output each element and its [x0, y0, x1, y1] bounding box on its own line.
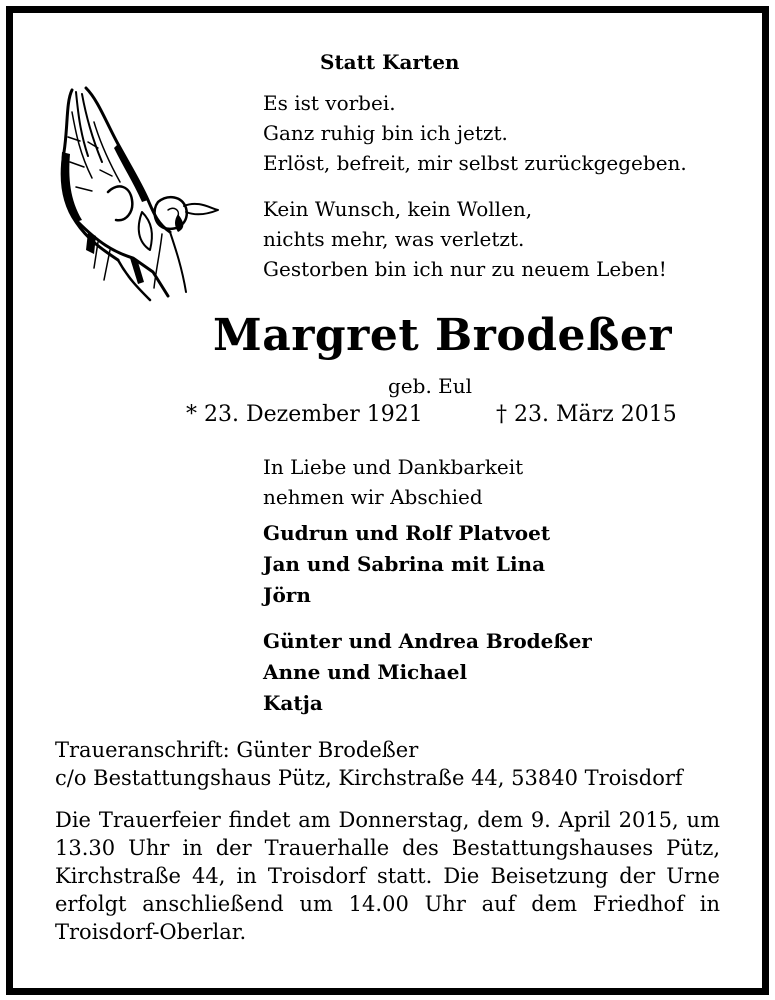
mourners-group-2: [263, 626, 592, 719]
farewell-line: nehmen wir Abschied: [263, 485, 483, 509]
poem-stanza-2: [263, 194, 667, 284]
header-title: Statt Karten: [320, 50, 460, 74]
poem-line: Es ist vorbei.: [263, 91, 396, 115]
mourner-line: Anne und Michael: [263, 660, 468, 684]
poem-stanza-1: [263, 88, 687, 178]
ceremony-info: Die Trauerfeier findet am Donnerstag, dem 9. April 2015, um 13.30 Uhr in der Trauerhalle des Bestattungshauses Pütz, Kirchstraße 44, in Troisdorf statt. Die Beisetzung der Urne erfolgt anschließend um 14.00 Uhr auf dem Friedhof in Troisdorf-Oberlar.: [55, 808, 720, 944]
poem-line: Erlöst, befreit, mir selbst zurückgegeben.: [263, 151, 687, 175]
praying-hands-icon: [58, 82, 223, 304]
death-date: † 23. März 2015: [496, 402, 677, 427]
poem-line: Ganz ruhig bin ich jetzt.: [263, 121, 508, 145]
birth-date: * 23. Dezember 1921: [186, 402, 423, 427]
address-line: c/o Bestattungshaus Pütz, Kirchstraße 44, 53840 Troisdorf: [55, 766, 683, 790]
maiden-name: geb. Eul: [388, 374, 473, 398]
mourner-line: Jan und Sabrina mit Lina: [263, 552, 546, 576]
mourner-line: Katja: [263, 691, 323, 715]
poem-line: Gestorben bin ich nur zu neuem Leben!: [263, 257, 667, 281]
farewell-text: [263, 452, 523, 512]
address-line: Traueranschrift: Günter Brodeßer: [55, 738, 419, 762]
mourner-line: Gudrun und Rolf Platvoet: [263, 521, 551, 545]
poem-line: nichts mehr, was verletzt.: [263, 227, 525, 251]
farewell-line: In Liebe und Dankbarkeit: [263, 455, 524, 479]
mourners-group-1: [263, 518, 550, 611]
mourner-line: Jörn: [263, 583, 311, 607]
deceased-name: Margret Brodeßer: [213, 310, 673, 361]
mourning-address: [55, 736, 720, 792]
mourner-line: Günter und Andrea Brodeßer: [263, 629, 592, 653]
poem-line: Kein Wunsch, kein Wollen,: [263, 197, 533, 221]
